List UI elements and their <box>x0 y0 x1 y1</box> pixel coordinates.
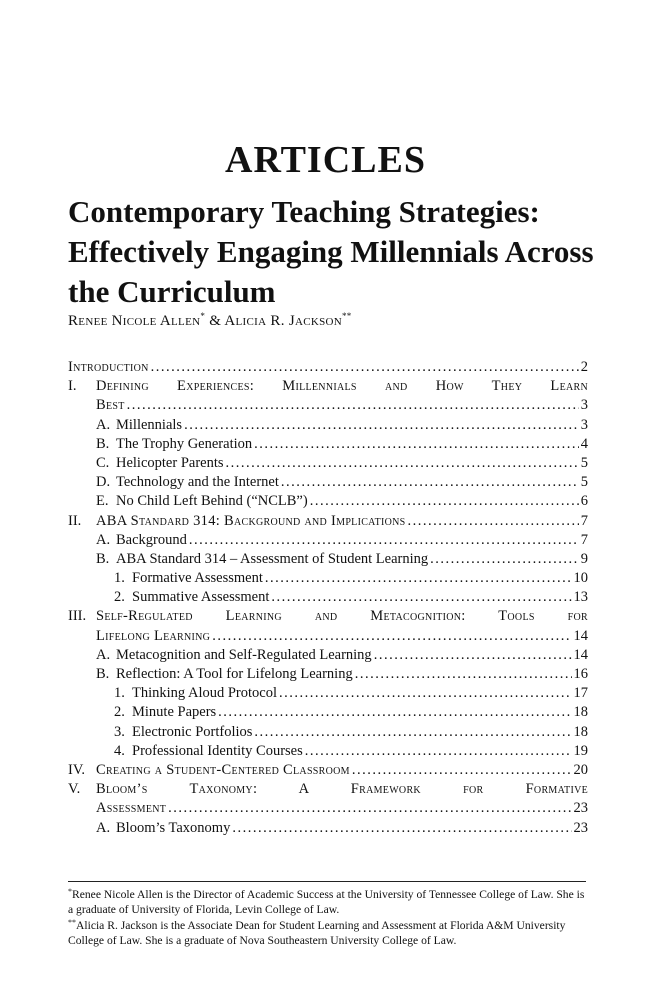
toc-entry-number: I. <box>68 378 77 395</box>
toc-entry <box>68 819 588 838</box>
toc-entry-number: B. <box>96 435 110 452</box>
author-byline <box>68 313 352 330</box>
toc-entry-label: Minute Papers <box>132 704 217 721</box>
toc-leader-dots <box>430 550 579 569</box>
toc-leader-dots <box>408 512 579 531</box>
toc-entry <box>68 761 588 780</box>
toc-entry-number: 4. <box>114 742 125 759</box>
toc-leader-dots <box>374 646 572 665</box>
toc-entry-number: A. <box>96 819 111 836</box>
toc-leader-dots <box>281 473 579 492</box>
toc-entry <box>68 512 588 531</box>
toc-entry <box>68 665 588 684</box>
toc-entry-number: B. <box>96 666 110 682</box>
toc-entry <box>68 569 588 588</box>
toc-leader-dots <box>254 435 579 454</box>
toc-page-number: 7 <box>580 531 588 548</box>
footnote-marker: * <box>68 887 72 896</box>
toc-page-number: 14 <box>573 627 588 644</box>
toc-entry-label: Background <box>116 531 187 548</box>
toc-page-number: 10 <box>573 570 588 587</box>
article-title <box>68 192 628 312</box>
title-line: Effectively Engaging Millennials Across <box>68 234 594 269</box>
toc-entry-label: No Child Left Behind (“NCLB”) <box>116 493 308 510</box>
toc-page-number: 6 <box>580 493 588 510</box>
toc-entry-label: Best <box>96 397 125 414</box>
toc-entry-number: C. <box>96 454 110 471</box>
toc-entry-number: V. <box>68 781 81 798</box>
toc-page-number: 5 <box>580 474 588 491</box>
toc-page-number: 17 <box>573 685 588 702</box>
toc-entry <box>68 454 588 473</box>
footnote-marker: ** <box>342 311 352 321</box>
toc-entry-number: B. <box>96 550 110 567</box>
author-name: Alicia R. Jackson <box>224 313 342 329</box>
toc-leader-dots <box>184 416 579 435</box>
toc-entry-label: Formative Assessment <box>132 570 263 587</box>
author-connector: & <box>209 313 222 329</box>
footnote <box>68 918 586 949</box>
toc-page-number: 23 <box>573 819 588 836</box>
toc-leader-dots <box>232 819 571 838</box>
toc-entry-label: Thinking Aloud Protocol <box>132 685 277 702</box>
toc-entry-number: 1. <box>114 685 125 702</box>
footnote-divider <box>68 881 586 882</box>
toc-entry <box>68 531 588 550</box>
toc-entry <box>68 607 588 626</box>
toc-entry <box>68 473 588 492</box>
toc-entry-label: Professional Identity Courses <box>132 742 303 759</box>
author-name: Renee Nicole Allen <box>68 313 201 329</box>
toc-entry-number: D. <box>96 474 111 491</box>
toc-page-number: 9 <box>580 550 588 567</box>
toc-page-number: 19 <box>573 742 588 759</box>
toc-entry <box>68 550 588 569</box>
toc-entry-label: Electronic Portfolios <box>132 723 253 740</box>
toc-entry-label: ABA Standard 314: Background and Implications <box>96 512 406 529</box>
toc-entry <box>68 703 588 722</box>
toc-entry-label: Metacognition and Self-Regulated Learning <box>116 646 372 663</box>
toc-entry-number: 2. <box>114 589 125 606</box>
toc-entry-number: 2. <box>114 704 125 721</box>
toc-leader-dots <box>271 588 571 607</box>
toc-entry <box>68 742 588 761</box>
title-line: Contemporary Teaching Strategies: <box>68 194 540 229</box>
toc-entry <box>68 492 588 511</box>
toc-entry-label: ABA Standard 314 – Assessment of Student Learning <box>116 550 429 567</box>
footnotes <box>68 887 586 949</box>
toc-leader-dots <box>226 454 579 473</box>
toc-page-number: 13 <box>573 589 588 606</box>
toc-leader-dots <box>168 799 571 818</box>
toc-entry-number: 3. <box>114 723 125 740</box>
footnote-text: Alicia R. Jackson is the Associate Dean for Student Learning and Assessment at Florida A&M University College of Law. She is a graduate of Nova Southeastern University College of Law. <box>68 918 566 948</box>
toc-page-number: 4 <box>580 435 588 452</box>
toc-leader-dots <box>305 742 572 761</box>
toc-entry-label: Defining Experiences: Millennials and How They Learn <box>96 378 588 395</box>
toc-entry <box>68 799 588 818</box>
toc-entry-label: Millennials <box>116 416 183 433</box>
toc-page-number: 20 <box>573 761 588 778</box>
toc-leader-dots <box>218 703 571 722</box>
toc-entry-number: A. <box>96 416 111 433</box>
footnote-text: Renee Nicole Allen is the Director of Academic Success at the University of Tennessee College of Law. She is a graduate of University of Florida, Levin College of Law. <box>68 888 585 917</box>
footnote-marker: ** <box>68 917 76 927</box>
table-of-contents <box>68 358 588 838</box>
toc-page-number: 14 <box>573 646 588 663</box>
toc-page-number: 3 <box>580 416 588 433</box>
toc-leader-dots <box>279 684 572 703</box>
toc-entry <box>68 396 588 415</box>
toc-entry-label: Technology and the Internet <box>116 474 279 491</box>
toc-entry-label: Reflection: A Tool for Lifelong Learning <box>116 666 353 682</box>
toc-page-number: 3 <box>580 397 588 414</box>
toc-entry-label: Introduction <box>68 359 149 375</box>
toc-entry <box>68 684 588 703</box>
toc-entry <box>68 377 588 396</box>
toc-page-number: 23 <box>573 800 588 817</box>
toc-entry-number: II. <box>68 512 82 529</box>
section-heading: ARTICLES <box>225 139 426 181</box>
toc-entry <box>68 435 588 454</box>
toc-page-number: 2 <box>580 359 588 375</box>
toc-entry-label: Summative Assessment <box>132 589 270 606</box>
toc-entry-label: Bloom’s Taxonomy <box>116 819 231 836</box>
toc-entry-label: Assessment <box>96 800 167 817</box>
toc-leader-dots <box>127 396 579 415</box>
toc-leader-dots <box>310 492 579 511</box>
toc-entry-number: A. <box>96 646 111 663</box>
toc-leader-dots <box>212 627 571 646</box>
toc-entry <box>68 627 588 646</box>
toc-entry-number: III. <box>68 608 87 625</box>
toc-entry-label: Self-Regulated Learning and Metacognition: Tools for <box>96 608 588 625</box>
toc-leader-dots <box>265 569 572 588</box>
footnote <box>68 887 586 918</box>
toc-entry-label: The Trophy Generation <box>116 435 253 452</box>
toc-entry-label: Bloom’s Taxonomy: A Framework for Formative <box>96 781 588 798</box>
toc-entry <box>68 358 588 377</box>
toc-leader-dots <box>352 761 572 780</box>
toc-entry-number: E. <box>96 493 109 510</box>
toc-entry-label: Lifelong Learning <box>96 627 211 644</box>
toc-entry-number: 1. <box>114 570 125 587</box>
toc-entry <box>68 646 588 665</box>
toc-page-number: 18 <box>573 704 588 721</box>
footnote-marker: * <box>200 311 206 321</box>
toc-entry <box>68 780 588 799</box>
toc-page-number: 7 <box>580 512 588 529</box>
toc-entry-number: A. <box>96 531 111 548</box>
toc-entry <box>68 723 588 742</box>
toc-entry <box>68 588 588 607</box>
toc-entry <box>68 416 588 435</box>
toc-entry-label: Creating a Student-Centered Classroom <box>96 761 350 778</box>
toc-page-number: 18 <box>573 723 588 740</box>
toc-page-number: 5 <box>580 454 588 471</box>
title-line: the Curriculum <box>68 274 276 309</box>
toc-leader-dots <box>355 665 572 684</box>
toc-leader-dots <box>254 723 571 742</box>
toc-leader-dots <box>189 531 579 550</box>
toc-entry-label: Helicopter Parents <box>116 454 224 471</box>
toc-entry-number: IV. <box>68 761 86 778</box>
toc-leader-dots <box>151 358 579 377</box>
toc-page-number: 16 <box>573 666 588 682</box>
